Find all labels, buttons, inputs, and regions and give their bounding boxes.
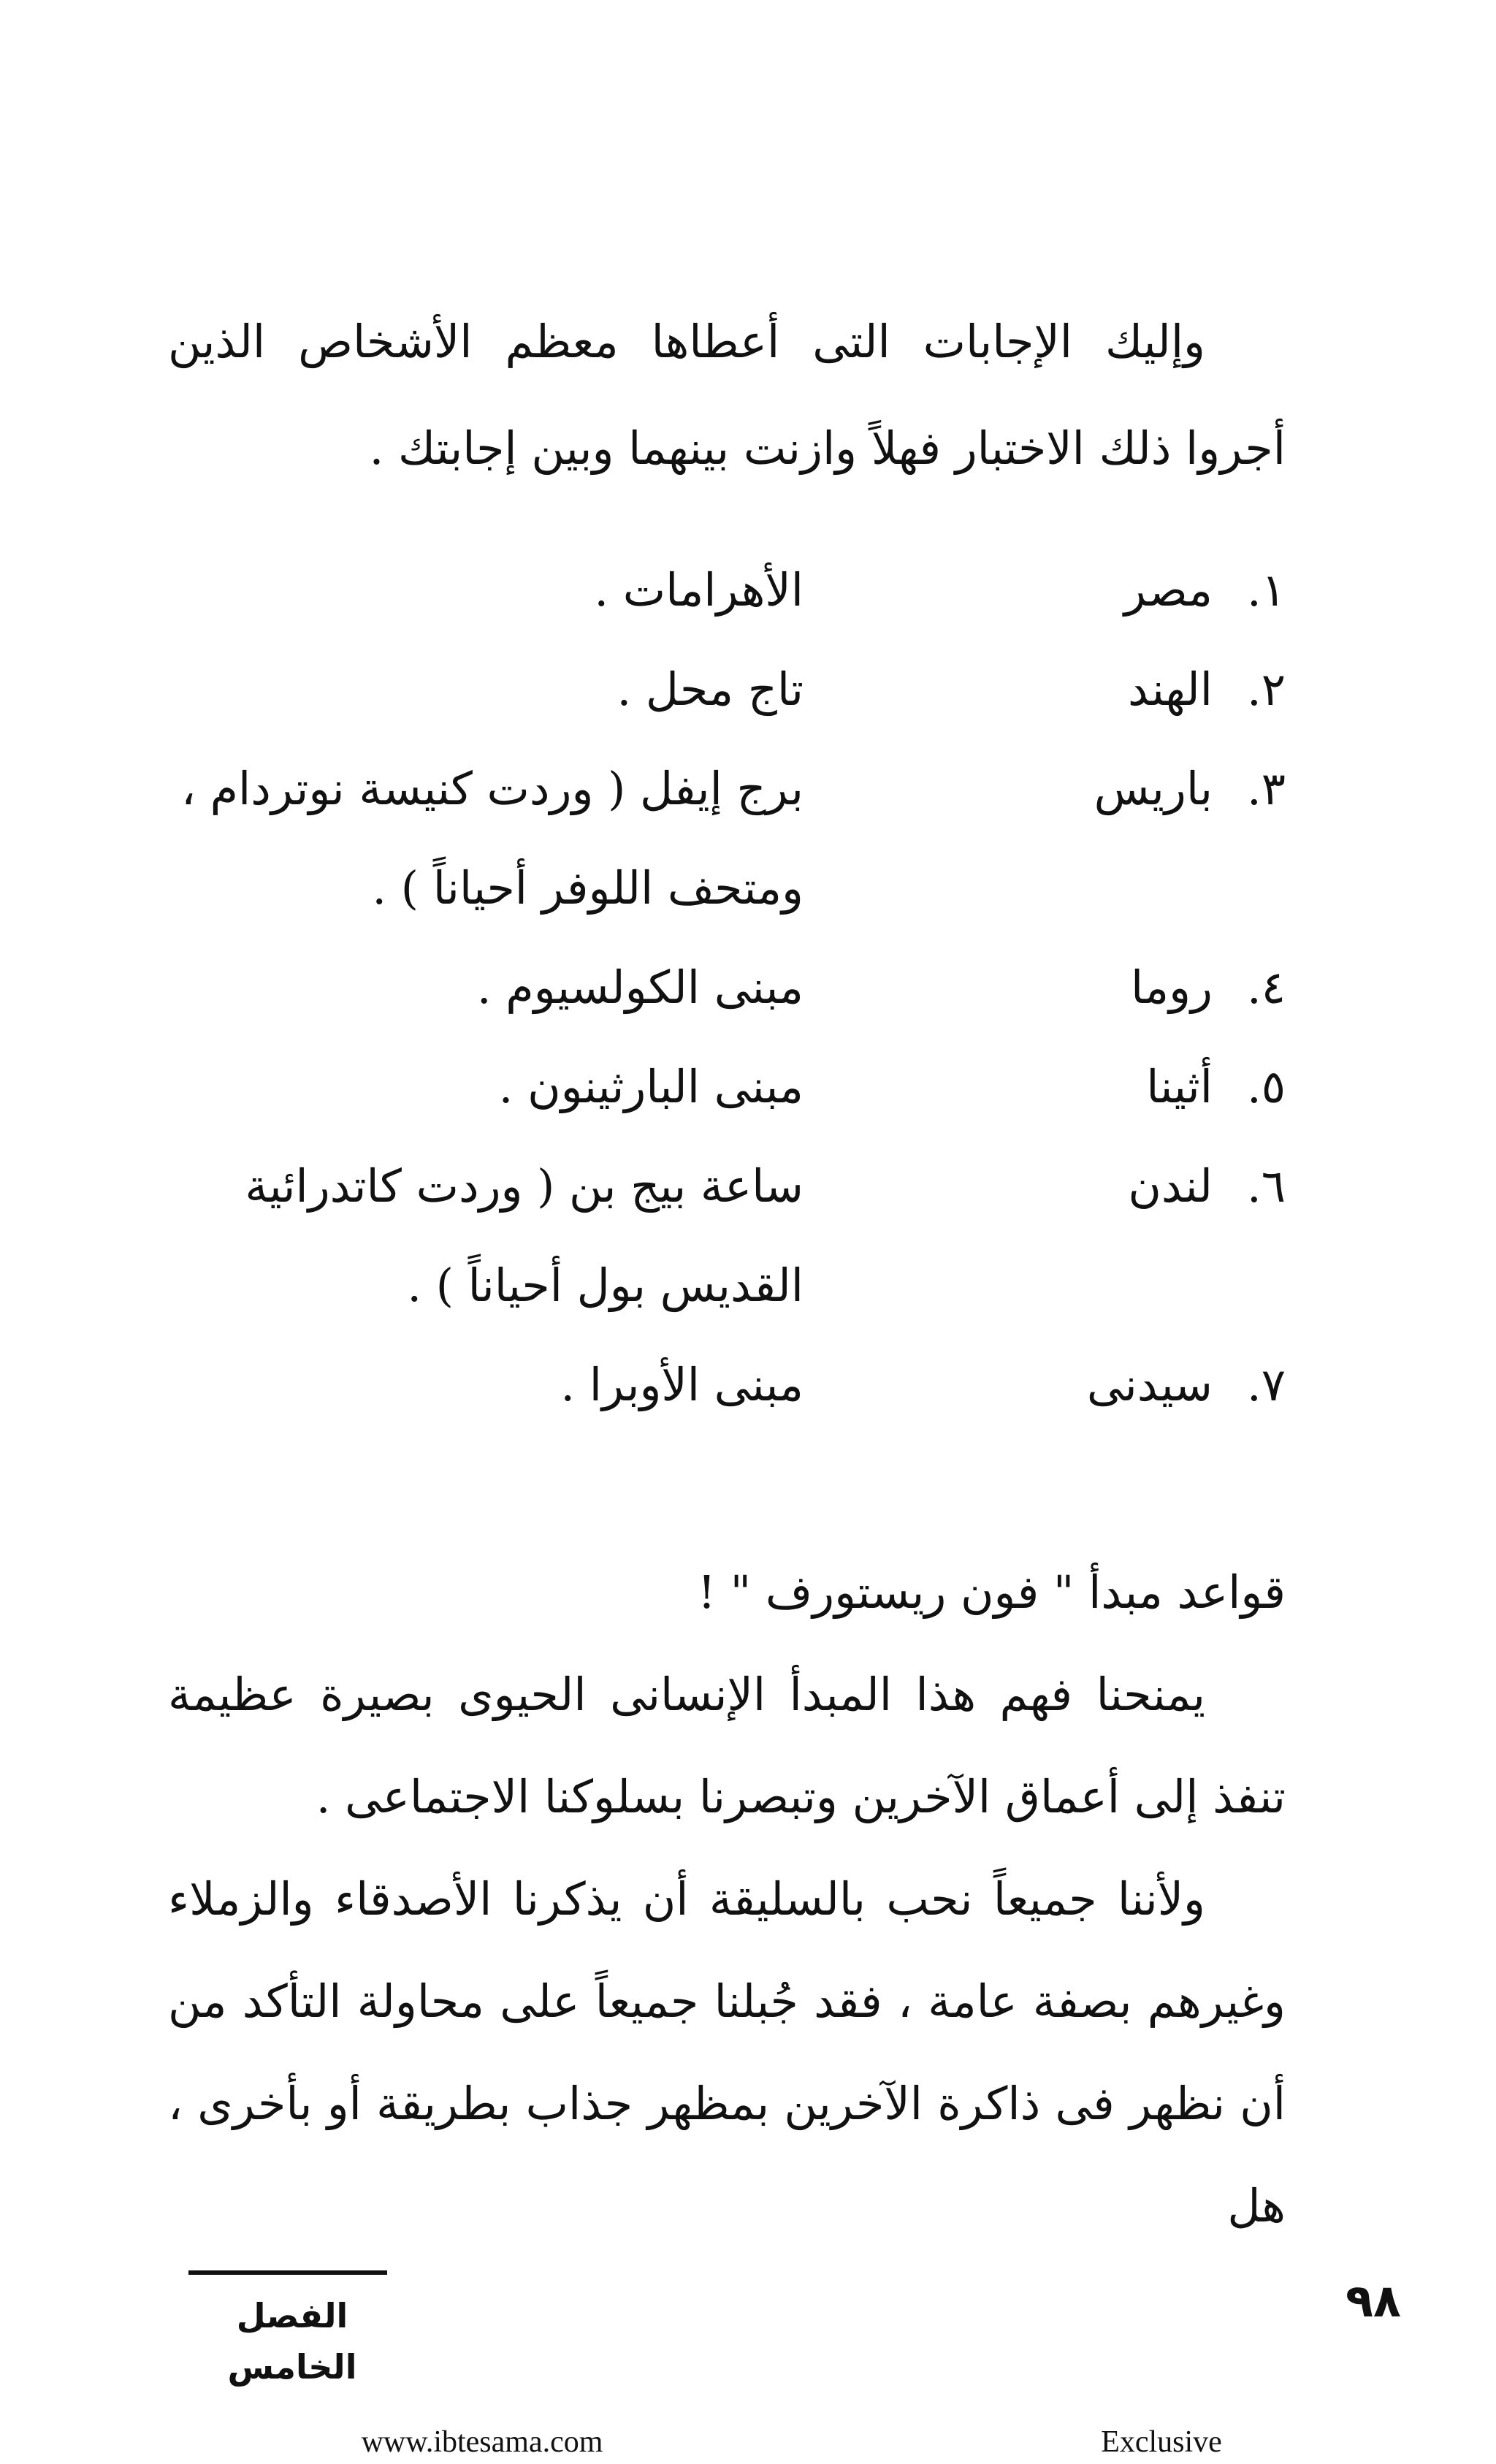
answer-landmark: ساعة بيج بن ( وردت كاتدرائية القديس بول أحياناً ) . — [245, 1159, 804, 1312]
answer-city: لندن — [1128, 1159, 1213, 1213]
chapter-label: الفصل الخامس — [227, 2296, 357, 2387]
body-text — [168, 1644, 1286, 2257]
section-heading: قواعد مبدأ " فون ريستورف " ! — [698, 1565, 1286, 1619]
answer-number: ٣. — [1246, 762, 1286, 815]
answer-item — [168, 1335, 1286, 1435]
answer-city: روما — [1131, 961, 1213, 1014]
answer-item — [168, 1037, 1286, 1137]
answer-item — [168, 938, 1286, 1037]
answer-item — [168, 640, 1286, 739]
intro-text: وإليك الإجابات التى أعطاها معظم الأشخاص الذين أجروا ذلك الاختبار فهلاً وازنت بينهما وبين إجابتك . — [168, 315, 1286, 475]
website-link[interactable]: www.ibtesama.com — [361, 2425, 603, 2459]
answer-number: ٤. — [1246, 961, 1286, 1014]
answers-list — [168, 541, 1286, 1435]
exclusive-label: Exclusive — [1101, 2425, 1222, 2459]
answer-city: الهند — [1128, 663, 1213, 716]
body-paragraph: يمنحنا فهم هذا المبدأ الإنسانى الحيوى بصيرة عظيمة تنفذ إلى أعماق الآخرين وتبصرنا بسلوكنا الاجتماعى . — [168, 1668, 1286, 1823]
answer-landmark: مبنى البارثينون . — [498, 1060, 804, 1113]
footer-rule — [188, 2270, 387, 2275]
answer-landmark: مبنى الكولسيوم . — [476, 961, 804, 1014]
answer-number: ١. — [1246, 563, 1286, 617]
answer-number: ٦. — [1246, 1159, 1286, 1213]
answer-city: سيدنى — [1086, 1358, 1213, 1411]
answer-item — [168, 1137, 1286, 1335]
page-number: ٩٨ — [1346, 2274, 1401, 2327]
body-paragraph: ولأننا جميعاً نحب بالسليقة أن يذكرنا الأصدقاء والزملاء وغيرهم بصفة عامة ، فقد جُبلنا جميعاً على محاولة التأكد من أن نظهر فى ذاكرة الآخرين بمظهر جذاب بطريقة أو بأخرى ، هل — [168, 1872, 1286, 2232]
answer-landmark: تاج محل . — [617, 663, 804, 716]
answer-city: باريس — [1094, 762, 1213, 815]
answer-landmark: برج إيفل ( وردت كنيسة نوتردام ، ومتحف اللوفر أحياناً ) . — [180, 762, 804, 915]
answer-city: أثينا — [1146, 1060, 1213, 1113]
answer-city: مصر — [1123, 563, 1213, 617]
answer-number: ٢. — [1246, 663, 1286, 716]
answer-item — [168, 541, 1286, 640]
answer-landmark: الأهرامات . — [594, 563, 804, 617]
answer-number: ٥. — [1246, 1060, 1286, 1113]
answer-landmark: مبنى الأوبرا . — [560, 1358, 804, 1411]
answer-number: ٧. — [1246, 1358, 1286, 1411]
intro-paragraph — [168, 289, 1286, 502]
answer-item — [168, 739, 1286, 938]
